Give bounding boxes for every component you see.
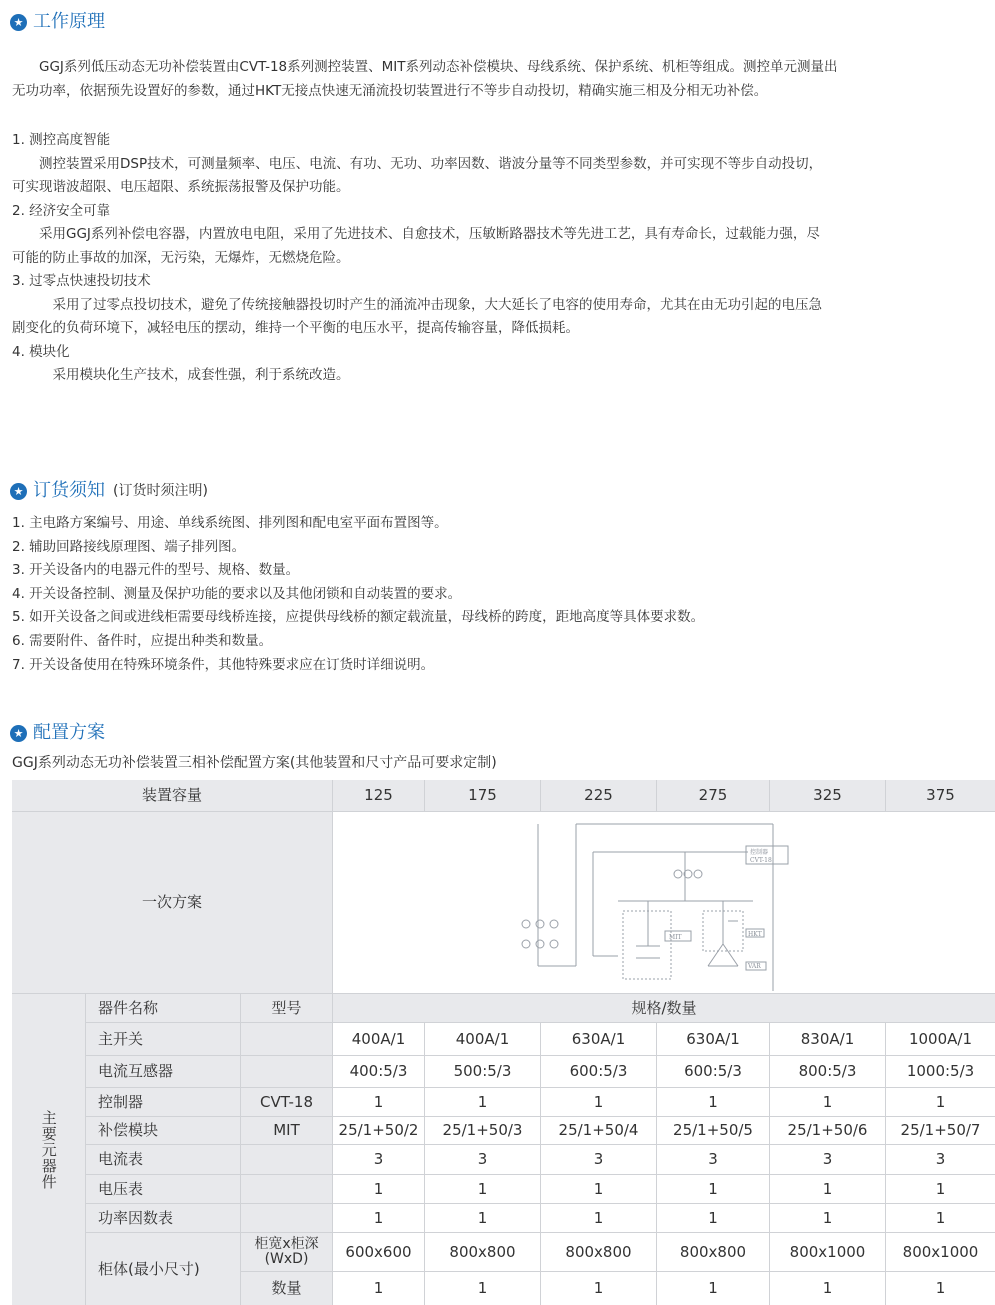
feature-text: 采用模块化生产技术，成套性强，利于系统改造。: [12, 367, 350, 383]
list-item: 6. 需要附件、备件时，应提出种类和数量。: [12, 632, 273, 649]
cabinet-qty-value: 1: [425, 1272, 540, 1305]
component-model: [241, 1056, 332, 1087]
component-value: 500:5/3: [425, 1056, 540, 1087]
col-spec-header: 规格/数量: [333, 994, 995, 1022]
feature-head: 1. 测控高度智能: [12, 132, 111, 148]
section-title: 配置方案: [33, 722, 105, 743]
scheme-diagram-cell: [333, 812, 995, 993]
component-value: 3: [770, 1145, 885, 1174]
component-value: 3: [333, 1145, 424, 1174]
component-value: 1000A/1: [886, 1023, 995, 1055]
list-item: 4. 开关设备控制、测量及保护功能的要求以及其他闭锁和自动装置的要求。: [12, 585, 462, 602]
component-value: 3: [657, 1145, 769, 1174]
component-value: 1: [425, 1204, 540, 1232]
diagram-label-cvt: CVT-18: [750, 857, 772, 864]
component-value: 400:5/3: [333, 1056, 424, 1087]
group-label-text: 主要元器件: [39, 1109, 58, 1190]
component-model: CVT-18: [241, 1088, 332, 1116]
component-value: 1: [657, 1204, 769, 1232]
list-item: 5. 如开关设备之间或进线柜需要母线桥连接，应提供母线桥的额定载流量，母线桥的跨度，距地高度等具体要求数。: [12, 609, 705, 626]
component-value: 1: [886, 1175, 995, 1203]
component-value: 1: [541, 1175, 656, 1203]
component-value: 25/1+50/6: [770, 1117, 885, 1144]
single-line-diagram: [518, 816, 818, 991]
component-value: 1: [770, 1175, 885, 1203]
component-model: [241, 1145, 332, 1174]
config-table: [12, 780, 995, 1305]
star-icon: ★: [10, 725, 27, 742]
cabinet-size-label-2: (WxD): [264, 1251, 309, 1267]
qty-label: 数量: [241, 1272, 332, 1305]
component-name: 主开关: [86, 1023, 240, 1055]
section-heading-principle: [10, 10, 105, 34]
component-name: 电流表: [86, 1145, 240, 1174]
list-item: 2. 辅助回路接线原理图、端子排列图。: [12, 538, 246, 555]
component-model: MIT: [241, 1117, 332, 1144]
feature-head: 3. 过零点快速投切技术: [12, 273, 151, 289]
feature-text: 采用了过零点投切技术，避免了传统接触器投切时产生的涌流冲击现象，大大延长了电容的使用寿命，尤其在由无功引起的电压急: [12, 296, 822, 313]
cabinet-size-value: 800x1000: [770, 1233, 885, 1271]
component-model: [241, 1204, 332, 1232]
component-model: [241, 1175, 332, 1203]
section-heading-ordering: [10, 479, 208, 503]
section-heading-config: [10, 721, 105, 745]
component-value: 830A/1: [770, 1023, 885, 1055]
cabinet-size-value: 600x600: [333, 1233, 424, 1271]
group-label: [12, 994, 85, 1305]
config-subtitle: GGJ系列动态无功补偿装置三相补偿配置方案(其他装置和尺寸产品可要求定制): [12, 755, 497, 771]
diagram-label-controller: 控制器: [750, 849, 769, 856]
component-value: 25/1+50/4: [541, 1117, 656, 1144]
feature-head: 4. 模块化: [12, 343, 70, 360]
col-model-header: 型号: [241, 994, 332, 1022]
feature-text: 可实现谐波超限、电压超限、系统振荡报警及保护功能。: [12, 179, 350, 195]
component-name: 控制器: [86, 1088, 240, 1116]
cabinet-size-value: 800x1000: [886, 1233, 995, 1271]
component-value: 3: [541, 1145, 656, 1174]
intro-line: 无功功率，依据预先设置好的参数，通过HKT无接点快速无涌流投切装置进行不等步自动投切，精确实施三相及分相无功补偿。: [12, 82, 768, 99]
component-value: 630A/1: [541, 1023, 656, 1055]
diagram-label-var: VAR: [748, 963, 761, 970]
cabinet-size-value: 800x800: [541, 1233, 656, 1271]
cabinet-qty-value: 1: [770, 1272, 885, 1305]
component-model: [241, 1023, 332, 1055]
cabinet-qty-value: 1: [541, 1272, 656, 1305]
cabinet-qty-value: 1: [886, 1272, 995, 1305]
section-note: (订货时须注明): [113, 483, 208, 499]
component-value: 3: [425, 1145, 540, 1174]
component-value: 1: [333, 1088, 424, 1116]
feature-text: 采用GGJ系列补偿电容器，内置放电电阻，采用了先进技术、自愈技术，压敏断路器技术等先进工艺，具有寿命长，过载能力强，尽: [12, 226, 820, 242]
component-value: 1: [770, 1204, 885, 1232]
cabinet-qty-value: 1: [657, 1272, 769, 1305]
diagram-label-hkt: HKT: [748, 931, 762, 938]
component-value: 1: [425, 1088, 540, 1116]
component-value: 25/1+50/5: [657, 1117, 769, 1144]
component-value: 1000:5/3: [886, 1056, 995, 1087]
cabinet-size-label: [241, 1233, 332, 1271]
component-value: 1: [541, 1088, 656, 1116]
ordering-list: [12, 512, 704, 677]
component-value: 1: [886, 1088, 995, 1116]
component-value: 600:5/3: [657, 1056, 769, 1087]
capacity-value: 375: [886, 780, 995, 811]
component-name: 补偿模块: [86, 1117, 240, 1144]
star-icon: ★: [10, 483, 27, 500]
list-item: 1. 主电路方案编号、用途、单线系统图、排列图和配电室平面布置图等。: [12, 515, 448, 531]
cabinet-size-value: 800x800: [425, 1233, 540, 1271]
component-value: 400A/1: [425, 1023, 540, 1055]
section-title: 订货须知: [33, 480, 105, 501]
list-item: 3. 开关设备内的电器元件的型号、规格、数量。: [12, 562, 300, 579]
feature-head: 2. 经济安全可靠: [12, 202, 111, 219]
component-value: 1: [425, 1175, 540, 1203]
intro-line: GGJ系列低压动态无功补偿装置由CVT-18系列测控装置、MIT系列动态补偿模块、母线系统、保护系统、机柜等组成。测控单元测量出: [12, 59, 838, 75]
capacity-value: 225: [541, 780, 656, 811]
component-value: 25/1+50/7: [886, 1117, 995, 1144]
component-value: 1: [657, 1088, 769, 1116]
cabinet-size-label-1: 柜宽x柜深: [254, 1235, 319, 1252]
capacity-value: 275: [657, 780, 769, 811]
component-name: 功率因数表: [86, 1204, 240, 1232]
section-title: 工作原理: [33, 11, 105, 32]
component-value: 1: [657, 1175, 769, 1203]
star-icon: ★: [10, 14, 27, 31]
component-value: 800:5/3: [770, 1056, 885, 1087]
component-value: 600:5/3: [541, 1056, 656, 1087]
cabinet-size-value: 800x800: [657, 1233, 769, 1271]
component-value: 25/1+50/3: [425, 1117, 540, 1144]
feature-text: 测控装置采用DSP技术，可测量频率、电压、电流、有功、无功、功率因数、谐波分量等不同类型参数，并可实现不等步自动投切，: [12, 155, 823, 172]
component-name: 电压表: [86, 1175, 240, 1203]
component-value: 630A/1: [657, 1023, 769, 1055]
component-value: 1: [541, 1204, 656, 1232]
capacity-value: 325: [770, 780, 885, 811]
component-value: 1: [333, 1204, 424, 1232]
list-item: 7. 开关设备使用在特殊环境条件，其他特殊要求应在订货时详细说明。: [12, 656, 435, 673]
feature-list: [12, 129, 995, 388]
scheme-label: 一次方案: [12, 812, 332, 993]
component-value: 3: [886, 1145, 995, 1174]
feature-text: 剧变化的负荷环境下，减轻电压的摆动，维持一个平衡的电压水平，提高传输容量，降低损耗。: [12, 320, 579, 336]
component-value: 400A/1: [333, 1023, 424, 1055]
component-value: 1: [333, 1175, 424, 1203]
component-value: 25/1+50/2: [333, 1117, 424, 1144]
component-value: 1: [770, 1088, 885, 1116]
component-value: 1: [886, 1204, 995, 1232]
cabinet-qty-value: 1: [333, 1272, 424, 1305]
cabinet-label: 柜体(最小尺寸): [86, 1233, 240, 1305]
col-name-header: 器件名称: [86, 994, 240, 1022]
feature-text: 可能的防止事故的加深，无污染，无爆炸，无燃烧危险。: [12, 249, 350, 266]
diagram-label-mit: MIT: [669, 934, 682, 941]
capacity-value: 175: [425, 780, 540, 811]
intro-paragraph: [12, 56, 995, 103]
capacity-label: 装置容量: [12, 780, 332, 811]
capacity-value: 125: [333, 780, 424, 811]
component-name: 电流互感器: [86, 1056, 240, 1087]
